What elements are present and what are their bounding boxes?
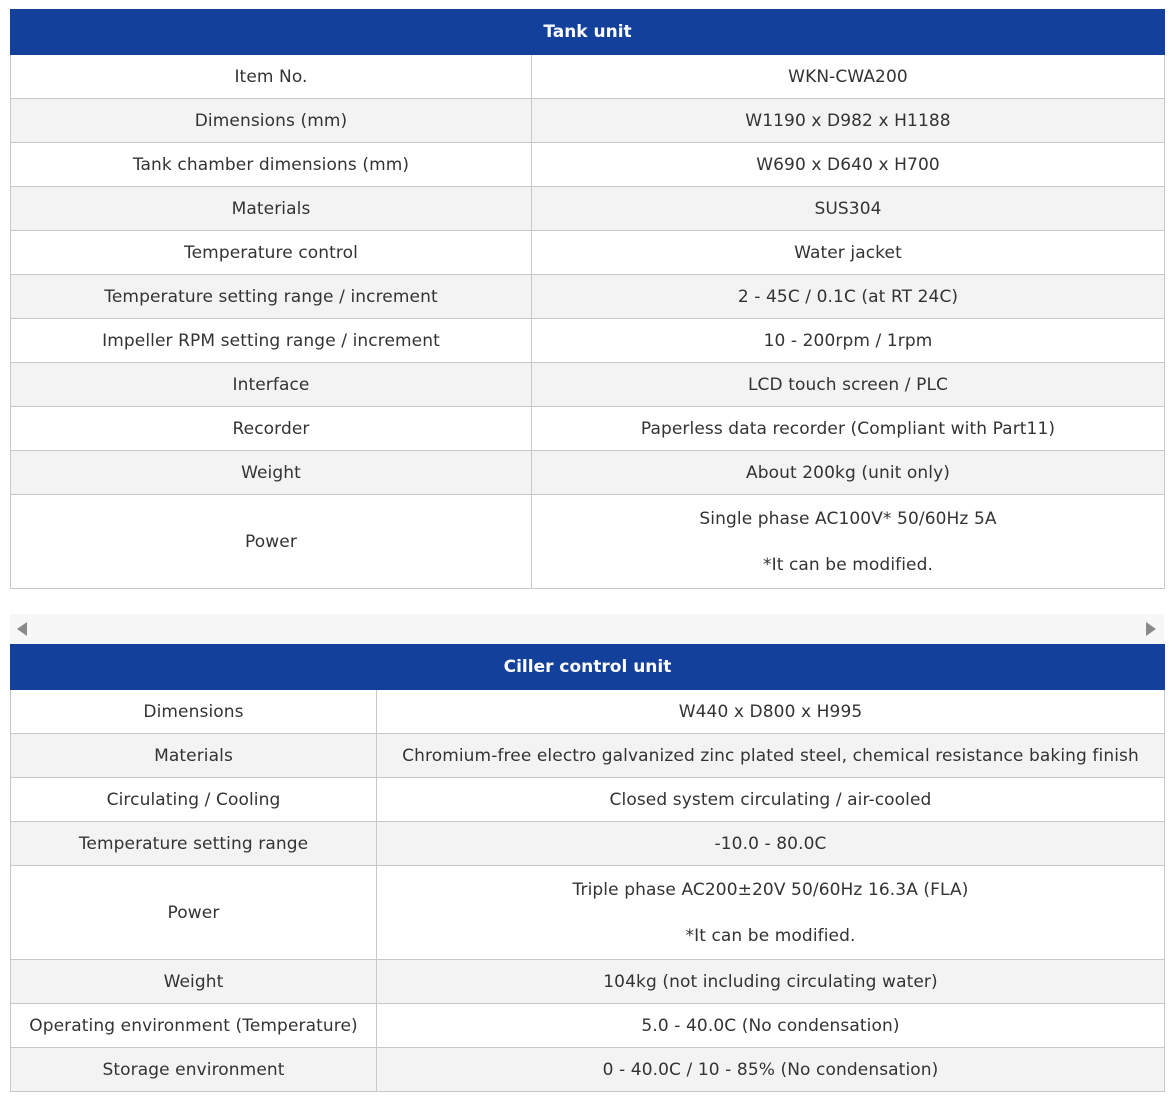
tank-unit-table — [10, 9, 1165, 589]
chiller-unit-table-wrapper — [10, 644, 1164, 1092]
arrow-right-icon[interactable] — [1146, 622, 1156, 636]
table-row — [11, 960, 1165, 1004]
spec-value: W1190 x D982 x H1188 — [532, 99, 1165, 143]
spec-value: WKN-CWA200 — [532, 55, 1165, 99]
power-footnote: *It can be modified. — [685, 925, 856, 946]
table-row-power — [11, 866, 1165, 960]
spec-value: W690 x D640 x H700 — [532, 143, 1165, 187]
power-spec-text: Single phase AC100V* 50/60Hz 5A — [699, 508, 997, 529]
spec-label: Tank chamber dimensions (mm) — [11, 143, 532, 187]
spec-value: Closed system circulating / air-cooled — [377, 778, 1165, 822]
spec-value-power — [532, 495, 1165, 589]
spec-label: Temperature control — [11, 231, 532, 275]
spec-value: Water jacket — [532, 231, 1165, 275]
tank-unit-table-wrapper — [10, 9, 1164, 589]
spec-label: Materials — [11, 187, 532, 231]
power-footnote: *It can be modified. — [762, 554, 934, 575]
arrow-left-icon[interactable] — [17, 622, 27, 636]
spec-value: 2 - 45C / 0.1C (at RT 24C) — [532, 275, 1165, 319]
tank-unit-title: Tank unit — [11, 10, 1165, 55]
table-row — [11, 319, 1165, 363]
spec-label: Dimensions — [11, 690, 377, 734]
spec-value: 0 - 40.0C / 10 - 85% (No condensation) — [377, 1048, 1165, 1092]
table-row — [11, 822, 1165, 866]
chiller-unit-table — [10, 644, 1165, 1092]
table-row — [11, 99, 1165, 143]
table-row — [11, 187, 1165, 231]
horizontal-scrollbar[interactable] — [10, 614, 1164, 644]
spec-label: Recorder — [11, 407, 532, 451]
spec-label: Item No. — [11, 55, 532, 99]
spec-label: Power — [11, 495, 532, 589]
spec-label: Circulating / Cooling — [11, 778, 377, 822]
table-row — [11, 734, 1165, 778]
spec-label: Weight — [11, 451, 532, 495]
spec-value: Chromium-free electro galvanized zinc plated steel, chemical resistance baking finish — [377, 734, 1165, 778]
spec-label: Materials — [11, 734, 377, 778]
table-row — [11, 1004, 1165, 1048]
spec-value: LCD touch screen / PLC — [532, 363, 1165, 407]
table-row — [11, 275, 1165, 319]
table-row — [11, 1048, 1165, 1092]
table-row — [11, 778, 1165, 822]
spec-value: W440 x D800 x H995 — [377, 690, 1165, 734]
spec-value: About 200kg (unit only) — [532, 451, 1165, 495]
table-row — [11, 231, 1165, 275]
spec-label: Temperature setting range / increment — [11, 275, 532, 319]
spec-label: Weight — [11, 960, 377, 1004]
spec-value: Paperless data recorder (Compliant with Part11) — [532, 407, 1165, 451]
spec-value: 10 - 200rpm / 1rpm — [532, 319, 1165, 363]
spec-label: Dimensions (mm) — [11, 99, 532, 143]
power-spec-text: Triple phase AC200±20V 50/60Hz 16.3A (FLA) — [572, 879, 969, 900]
spec-value: 104kg (not including circulating water) — [377, 960, 1165, 1004]
spec-label: Temperature setting range — [11, 822, 377, 866]
table-row — [11, 363, 1165, 407]
spec-value: -10.0 - 80.0C — [377, 822, 1165, 866]
table-row-power — [11, 495, 1165, 589]
spec-label: Impeller RPM setting range / increment — [11, 319, 532, 363]
spec-label: Storage environment — [11, 1048, 377, 1092]
spec-label: Interface — [11, 363, 532, 407]
table-row — [11, 690, 1165, 734]
spec-label: Operating environment (Temperature) — [11, 1004, 377, 1048]
table-row — [11, 451, 1165, 495]
table-row — [11, 55, 1165, 99]
spec-label: Power — [11, 866, 377, 960]
spec-value-power — [377, 866, 1165, 960]
table-row — [11, 407, 1165, 451]
table-row — [11, 143, 1165, 187]
chiller-unit-title: Ciller control unit — [11, 645, 1165, 690]
spec-value: 5.0 - 40.0C (No condensation) — [377, 1004, 1165, 1048]
spec-value: SUS304 — [532, 187, 1165, 231]
